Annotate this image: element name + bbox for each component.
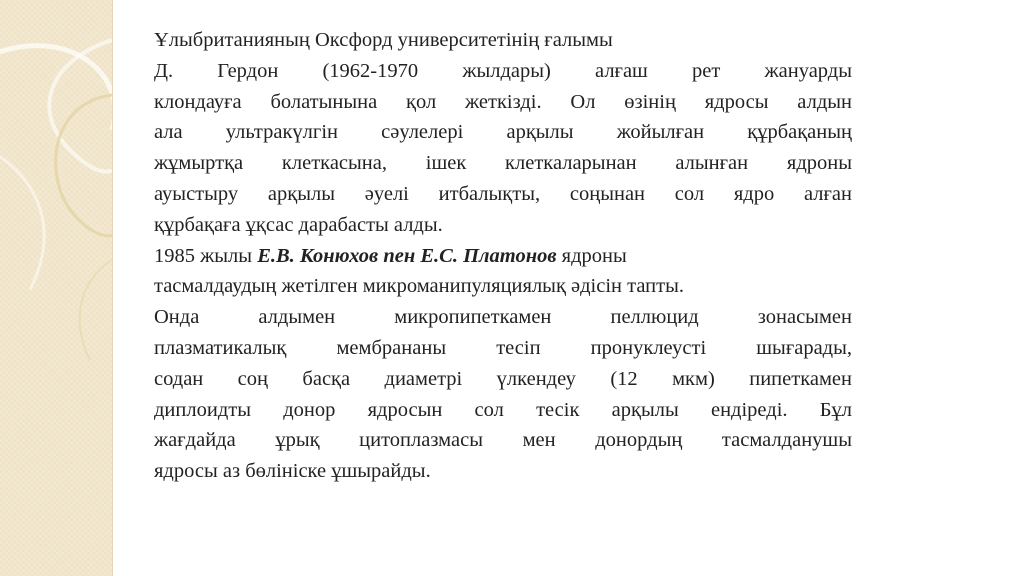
text-fragment: 1985 жылы bbox=[154, 244, 258, 267]
text-line: содан соң басқа диаметрі үлкендеу (12 мкм) пипеткамен bbox=[154, 367, 852, 390]
text-line: клондауға болатынына қол жеткізді. Ол өзінің ядросы алдын bbox=[154, 90, 852, 113]
text-line: ауыстыру арқылы әуелі итбалықты, соңынан сол ядро алған bbox=[154, 182, 852, 205]
text-line: ядросы аз бөлініске ұшырайды. bbox=[154, 460, 431, 483]
authors-name: Е.В. Конюхов пен Е.С. Платонов bbox=[257, 244, 557, 267]
text-line: жұмыртқа клеткасына, ішек клеткаларынан алынған ядроны bbox=[154, 152, 852, 175]
text-line: Онда алдымен микропипеткамен пеллюцид зонасымен bbox=[154, 306, 852, 329]
text-line: плазматикалық мембрананы тесіп пронуклеусті шығарады, bbox=[154, 336, 852, 359]
text-line: диплоидты донор ядросын сол тесік арқылы ендіреді. Бұл bbox=[154, 398, 852, 421]
text-line: тасмалдаудың жетілген микроманипуляциялық әдісін тапты. bbox=[154, 275, 685, 298]
text-line: Д. Гердон (1962-1970 жылдары) алғаш рет жануарды bbox=[154, 59, 852, 82]
decorative-side-panel bbox=[0, 0, 113, 576]
text-fragment: ядроны bbox=[556, 244, 627, 267]
text-line-with-authors bbox=[154, 241, 852, 272]
slide-body-text bbox=[154, 25, 852, 487]
text-line: ала ультракүлгін сәулелері арқылы жойылған құрбақаның bbox=[154, 121, 852, 144]
text-line: Ұлыбританияның Оксфорд университетінің ғалымы bbox=[154, 29, 613, 51]
text-line: жағдайда ұрық цитоплазмасы мен донордың тасмалданушы bbox=[154, 429, 852, 452]
text-line: құрбақаға ұқсас дарабасты алды. bbox=[154, 213, 443, 236]
decorative-swirl-graphic bbox=[0, 0, 112, 576]
